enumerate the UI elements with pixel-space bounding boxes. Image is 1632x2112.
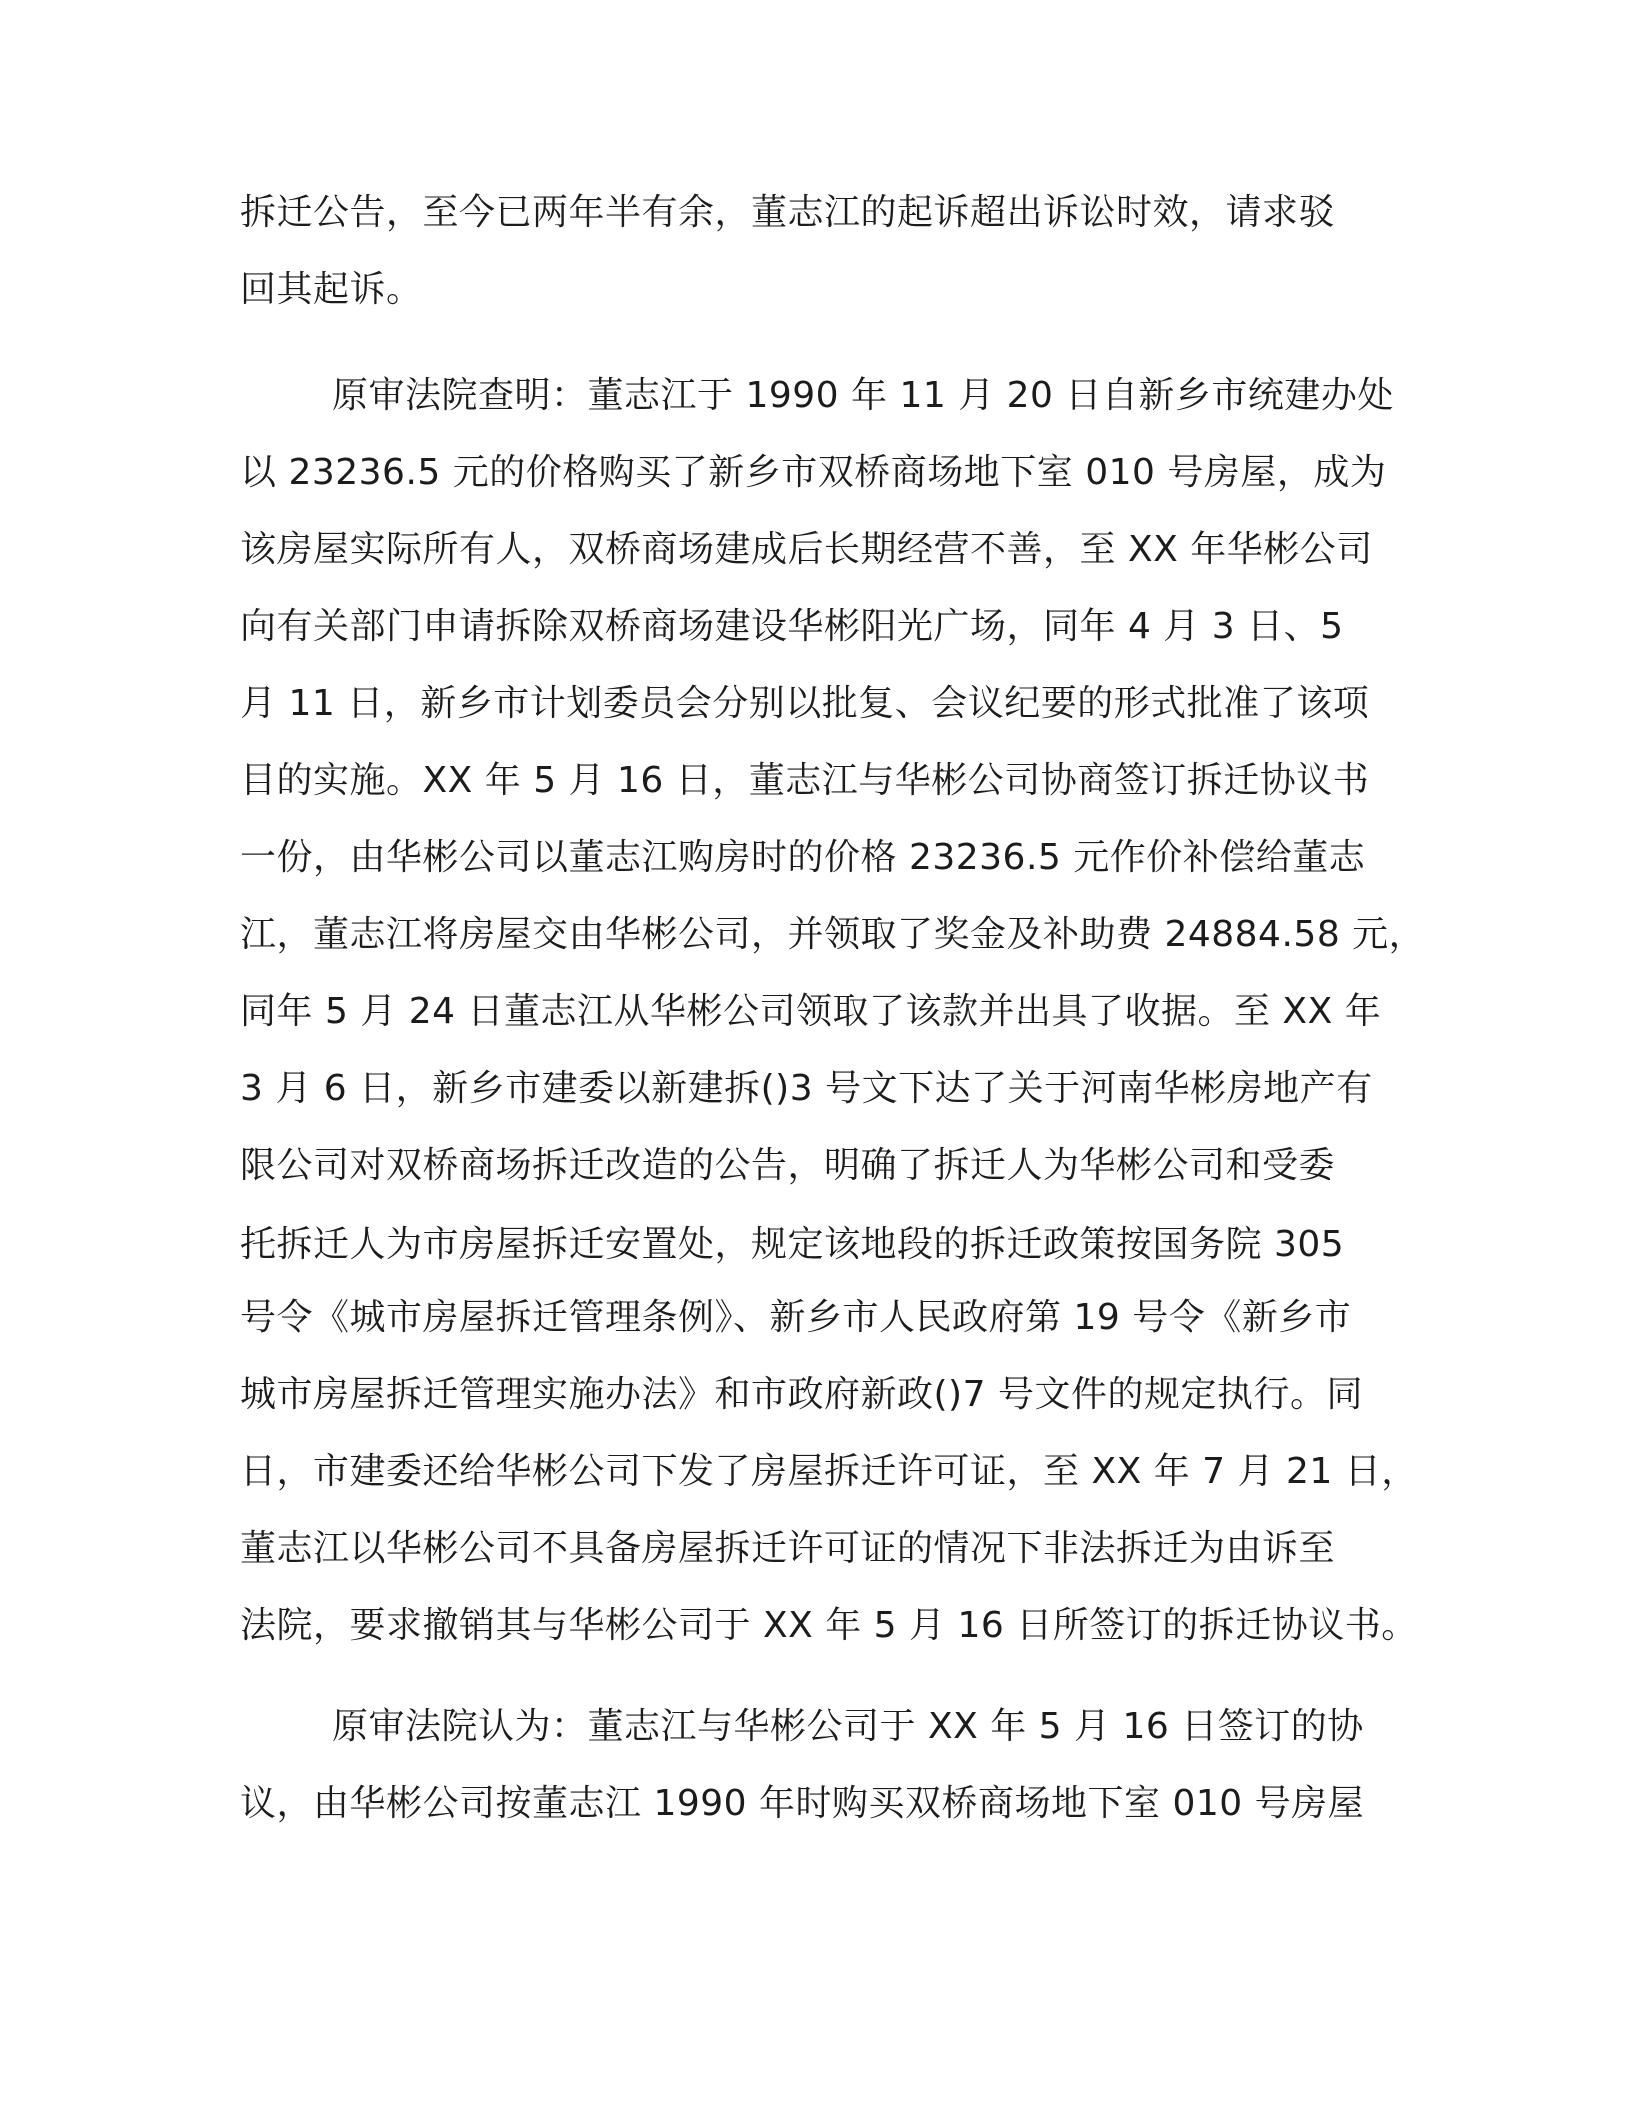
text-line: 3 月 6 日，新乡市建委以新建拆()3 号文下达了关于河南华彬房地产有 (240, 1068, 1373, 1109)
text-line: 议，由华彬公司按董志江 1990 年时购买双桥商场地下室 010 号房屋 (240, 1783, 1365, 1824)
text-line: 以 23236.5 元的价格购买了新乡市双桥商场地下室 010 号房屋，成为 (240, 452, 1387, 493)
text-line: 江，董志江将房屋交由华彬公司，并领取了奖金及补助费 24884.58 元， (240, 914, 1426, 955)
text-line: 法院，要求撤销其与华彬公司于 XX 年 5 月 16 日所签订的拆迁协议书。 (240, 1605, 1418, 1646)
text-line: 向有关部门申请拆除双桥商场建设华彬阳光广场，同年 4 月 3 日、5 (240, 606, 1344, 647)
text-line: 该房屋实际所有人，双桥商场建成后长期经营不善，至 XX 年华彬公司 (240, 529, 1373, 570)
text-line: 城市房屋拆迁管理实施办法》和市政府新政()7 号文件的规定执行。同 (240, 1374, 1363, 1415)
text-line: 一份，由华彬公司以董志江购房时的价格 23236.5 元作价补偿给董志 (240, 837, 1366, 878)
text-line: 号令《城市房屋拆迁管理条例》、新乡市人民政府第 19 号令《新乡市 (240, 1297, 1352, 1338)
text-line: 月 11 日，新乡市计划委员会分别以批复、会议纪要的形式批准了该项 (240, 683, 1370, 724)
text-line: 托拆迁人为市房屋拆迁安置处，规定该地段的拆迁政策按国务院 305 (240, 1224, 1345, 1265)
text-line: 日，市建委还给华彬公司下发了房屋拆迁许可证，至 XX 年 7 月 21 日， (240, 1451, 1418, 1492)
text-line: 原审法院认为：董志江与华彬公司于 XX 年 5 月 16 日签订的协 (332, 1706, 1364, 1747)
text-line: 同年 5 月 24 日董志江从华彬公司领取了该款并出具了收据。至 XX 年 (240, 991, 1382, 1032)
text-line: 原审法院查明：董志江于 1990 年 11 月 20 日自新乡市统建办处 (332, 375, 1394, 416)
text-line: 董志江以华彬公司不具备房屋拆迁许可证的情况下非法拆迁为由诉至 (240, 1528, 1336, 1569)
text-line: 回其起诉。 (240, 269, 423, 310)
text-line: 目的实施。XX 年 5 月 16 日，董志江与华彬公司协商签订拆迁协议书 (240, 760, 1370, 801)
text-line: 限公司对双桥商场拆迁改造的公告，明确了拆迁人为华彬公司和受委 (240, 1145, 1336, 1186)
text-line: 拆迁公告，至今已两年半有余，董志江的起诉超出诉讼时效，请求驳 (240, 192, 1336, 233)
